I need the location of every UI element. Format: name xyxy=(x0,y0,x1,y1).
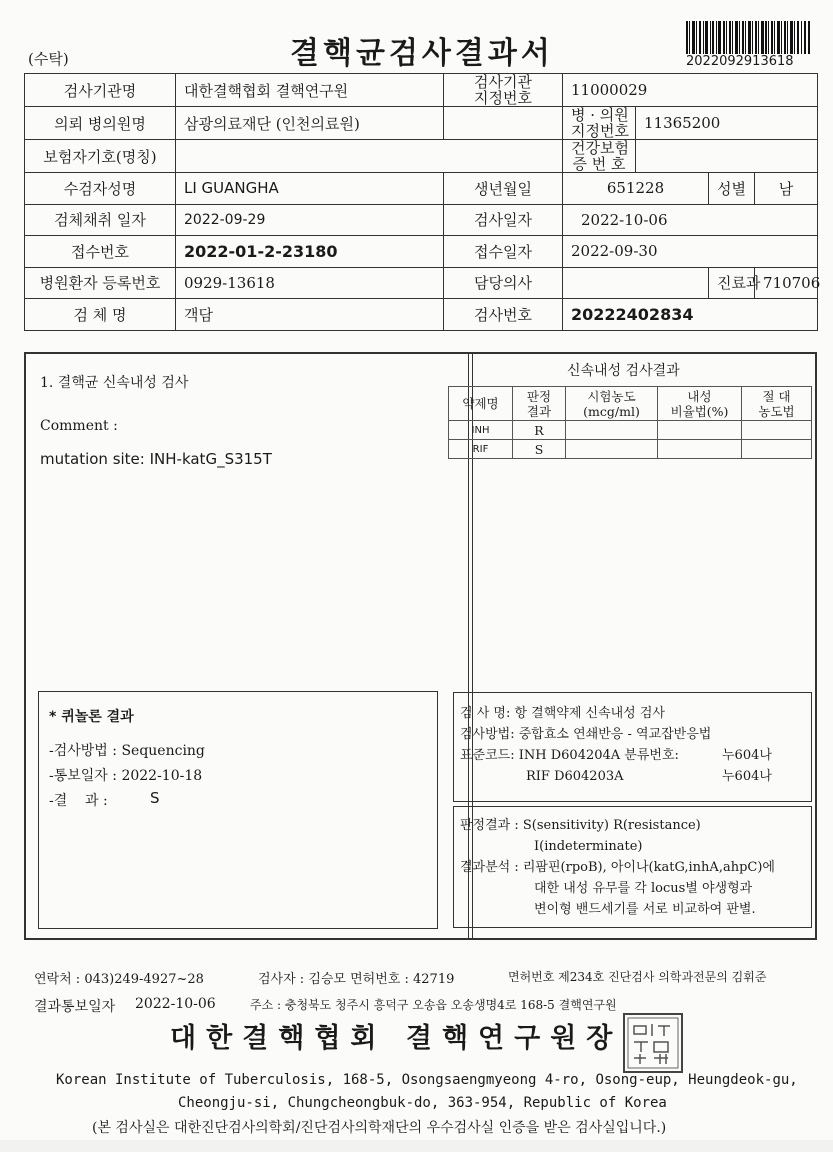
document-title: 결핵균검사결과서 xyxy=(290,36,554,71)
judge-line-3: 결과분석 : 리팜핀(rpoB), 아이나(katG,inhA,ahpC)에 xyxy=(460,860,775,875)
method-line-4-code: 누604나 xyxy=(722,769,772,784)
birth-value: 651228 xyxy=(563,173,709,205)
table-row xyxy=(449,421,812,440)
hosp-code-value: 11365200 xyxy=(636,107,818,140)
institution-label: 검사기관명 xyxy=(25,74,176,107)
ratio-header: 내성 비율법(%) xyxy=(658,387,742,421)
insured-value xyxy=(176,140,563,173)
abs-header: 절 대 농도법 xyxy=(742,387,812,421)
quinolone-method: -검사방법 : Sequencing xyxy=(49,743,205,759)
barcode-icon xyxy=(686,21,810,54)
table-row xyxy=(449,440,812,459)
test-date-value: 2022-10-06 xyxy=(563,204,818,236)
hospital-label: 의뢰 병의원명 xyxy=(25,107,176,140)
reg-no-value: 0929-13618 xyxy=(176,267,444,299)
mutation-site: mutation site: INH-katG_S315T xyxy=(40,450,272,468)
tester-info: 검사자 : 김승모 면허번호 : 42719 xyxy=(258,972,455,987)
doctor-license: 면허번호 제234호 진단검사 의학과전문의 김휘준 xyxy=(508,970,767,984)
test-no-value: 20222402834 xyxy=(563,299,818,331)
specimen-value: 객담 xyxy=(176,299,444,331)
hospital-value: 삼광의료재단 (인천의료원) xyxy=(176,107,444,140)
method-line-1: 검 사 명: 항 결핵약제 신속내성 검사 xyxy=(460,706,665,721)
contact-info: 연락처 : 043)249-4927~28 xyxy=(34,972,204,987)
test-no-label: 검사번호 xyxy=(444,299,563,331)
rapid-test-title: 1. 결핵균 신속내성 검사 xyxy=(40,375,189,391)
quinolone-title: * 퀴놀론 결과 xyxy=(49,709,134,725)
patient-name-label: 수검자성명 xyxy=(25,173,176,205)
official-seal-icon xyxy=(622,1012,684,1074)
quinolone-notice-date: -통보일자 : 2022-10-18 xyxy=(49,768,203,784)
method-line-3: 표준코드: INH D604204A 분류번호: xyxy=(460,748,679,763)
receipt-date-label: 접수일자 xyxy=(444,236,563,268)
receipt-date-value: 2022-09-30 xyxy=(563,236,818,268)
notice-date-value: 2022-10-06 xyxy=(135,996,216,1012)
test-date-label: 검사일자 xyxy=(444,204,563,236)
health-no-value xyxy=(636,140,818,173)
results-section xyxy=(24,352,817,940)
english-address-line-1: Korean Institute of Tuberculosis, 168-5, Osongsaengmyeong 4-ro, Osong-eup, Heungdeok-gu, xyxy=(56,1072,798,1088)
insured-label: 보험자기호(명칭) xyxy=(25,140,176,173)
quinolone-result-label: -결 과 : xyxy=(49,793,108,809)
barcode-number: 2022092913618 xyxy=(686,54,794,69)
doctor-label: 담당의사 xyxy=(444,267,563,299)
reg-no-label: 병원환자 등록번호 xyxy=(25,267,176,299)
sex-value: 남 xyxy=(755,173,818,205)
rapid-result-title: 신속내성 검사결과 xyxy=(567,363,680,379)
judge-line-2: I(indeterminate) xyxy=(534,839,643,854)
sex-label: 성별 xyxy=(709,173,755,205)
dept-value: 710706 xyxy=(755,267,818,299)
quinolone-box xyxy=(38,691,438,929)
method-line-3-code: 누604나 xyxy=(722,748,772,763)
doctor-value xyxy=(563,267,709,299)
specimen-label: 검 체 명 xyxy=(25,299,176,331)
judgement-box xyxy=(453,806,812,928)
receipt-no-value: 2022-01-2-23180 xyxy=(176,236,444,268)
certification-note: (본 검사실은 대한진단검사의학회/진단검사의학재단의 우수검사실 인증을 받은 검사실입니다.) xyxy=(92,1120,667,1136)
institution-value: 대한결핵협회 결핵연구원 xyxy=(176,74,444,107)
method-box xyxy=(453,692,812,802)
birth-label: 생년월일 xyxy=(444,173,563,205)
judge-line-5: 변이형 밴드세기를 서로 비교하여 판별. xyxy=(534,902,756,917)
patient-info-table xyxy=(24,73,821,331)
english-address-line-2: Cheongju-si, Chungcheongbuk-do, 363-954, Republic of Korea xyxy=(178,1095,667,1111)
inst-code-label: 검사기관 지정번호 xyxy=(444,74,563,107)
quinolone-result-value: S xyxy=(150,789,160,807)
judge-line-1: 판정결과 : S(sensitivity) R(resistance) xyxy=(460,818,701,833)
patient-name-value: LI GUANGHA xyxy=(176,173,444,205)
hosp-code-label: 병 · 의원 지정번호 xyxy=(563,107,636,140)
drug-header: 약제명 xyxy=(449,387,513,421)
institute-name: 대한결핵협회 결핵연구원장 xyxy=(170,1023,623,1054)
resistance-table xyxy=(448,386,812,459)
receipt-no-label: 접수번호 xyxy=(25,236,176,268)
result-cell: S xyxy=(513,440,566,459)
result-cell: R xyxy=(513,421,566,440)
judge-line-4: 대한 내성 유무를 각 locus별 야생형과 xyxy=(534,881,753,896)
health-no-label: 건강보험 증 번 호 xyxy=(563,140,636,173)
collect-date-value: 2022-09-29 xyxy=(176,204,444,236)
notice-date-label: 결과통보일자 xyxy=(34,999,116,1015)
collect-date-label: 검체채취 일자 xyxy=(25,204,176,236)
drug-cell: INH xyxy=(449,421,513,440)
consignment-tag: (수탁) xyxy=(28,50,69,68)
method-line-2: 검사방법: 중합효소 연쇄반응 - 역교잡반응법 xyxy=(460,727,712,742)
judge-header: 판정 결과 xyxy=(513,387,566,421)
address: 주소 : 충청북도 청주시 흥덕구 오송읍 오송생명4로 168-5 결핵연구원 xyxy=(250,998,617,1012)
method-line-4: RIF D604203A xyxy=(526,769,624,784)
dept-label: 진료과 xyxy=(709,267,755,299)
conc-header: 시험농도 (mcg/ml) xyxy=(566,387,658,421)
comment-label: Comment : xyxy=(40,418,118,434)
drug-cell: RIF xyxy=(449,440,513,459)
inst-code-value: 11000029 xyxy=(563,74,818,107)
